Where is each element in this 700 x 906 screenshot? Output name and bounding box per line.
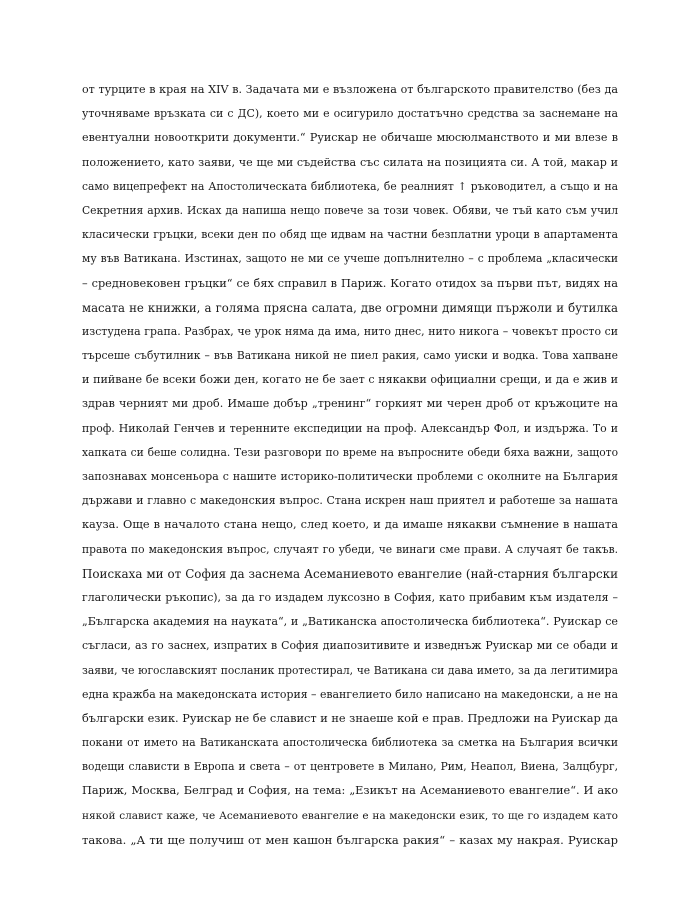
text-line: уточняваме връзката си с ДС), което ми е осигурило достатъчно средства за заснемане на <box>82 107 618 121</box>
text-line: една кражба на македонската история – евангелието било написано на македонски, а не на <box>82 687 618 701</box>
text-line: и пийване бе всеки божи ден, когато не бе зает с някакви официални срещи, и да е жив и <box>82 373 618 387</box>
text-line: здрав черният ми дроб. Имаше добър „тренинг“ горкият ми черен дроб от кръжоците на <box>82 397 618 411</box>
text-line: съгласи, аз го заснех, изпратих в София диапозитивите и изведнъж Руискар ми се обади и <box>82 639 618 653</box>
text-line: Поискаха ми от София да заснема Асеманиевото евангелие (най-старния български <box>82 566 618 581</box>
text-line: – средновековен гръцки“ се бях справил в Париж. Когато отидох за първи път, видях на <box>82 276 618 290</box>
text-line: български език. Руискар не бе славист и не знаеше кой е прав. Предложи на Руискар да <box>82 711 618 725</box>
text-line: запознавах монсеньора с нашите историко-политически проблеми с околните на България <box>82 470 618 483</box>
text-line: хапката си беше солидна. Тези разговори по време на въпросните обеди бяха важни, защото <box>82 445 618 459</box>
text-line: Секретния архив. Исках да напиша нещо повече за този човек. Обяви, че тъй като съм учил <box>82 203 618 217</box>
text-line: изстудена грапа. Разбрах, че урок няма да има, нито днес, нито никога – човекът просто си <box>82 324 618 338</box>
text-line: Париж, Москва, Белград и София, на тема: „Езикът на Асеманиевото евангелие“. И ако <box>82 784 618 798</box>
text-line: такова. „А ти ще получиш от мен кашон българска ракия“ – казах му накрая. Руискар <box>82 832 618 847</box>
text-line: от турците в края на XIV в. Задачата ми е възложена от българското правителство (без да <box>82 83 618 96</box>
text-line: покани от името на Ватиканската апостолическа библиотека за сметка на България всички <box>82 736 618 750</box>
text-line: „Българска академия на науката“, и „Ватиканска апостолическа библиотека“. Руискар се <box>82 615 618 629</box>
text-line: евентуални новооткрити документи.“ Руискар не обичаше мюсюлманството и ми влезе в <box>82 131 618 145</box>
text-line: му във Ватикана. Изстинах, защото не ми се учеше допълнително – с проблема „класически <box>82 252 618 266</box>
text-line: глаголически ръкопис), за да го издадем луксозно в София, като прибавим към издателя – <box>82 590 618 604</box>
text-line: правота по македонския въпрос, случаят го убеди, че винаги сме прави. А случаят бе такъв. <box>82 542 618 556</box>
text-line: класически гръцки, всеки ден по обяд ще идвам на частни безплатни уроци в апартамента <box>82 228 618 242</box>
text-line: водещи слависти в Европа и света – от центровете в Милано, Рим, Неапол, Виена, Залцбург, <box>82 760 618 774</box>
text-line: държави и главно с македонския въпрос. Стана искрен наш приятел и работеше за нашата <box>82 494 618 508</box>
text-line: заяви, че югославският посланик протестирал, че Ватикана си дава името, за да легитимира <box>82 663 618 677</box>
text-line: някой славист каже, че Асеманиевото евангелие е на македонски език, то ще го издадем като <box>82 809 618 822</box>
text-line: положението, като заяви, че ще ми съдейства със силата на позицията си. А той, макар и <box>82 155 618 169</box>
text-line: кауза. Още в началото стана нещо, след което, и да имаше някакви съмнение в нашата <box>82 518 618 532</box>
text-line: масата не книжки, а голяма прясна салата, две огромни димящи пържоли и бутилка <box>82 300 618 315</box>
text-line: проф. Николай Генчев и теренните експедиции на проф. Александър Фол, и издържа. То и <box>82 421 618 435</box>
body-text <box>82 78 618 852</box>
text-line: търсеше събутилник – във Ватикана никой не пиел ракия, само уиски и водка. Това хапване <box>82 349 618 363</box>
text-line: само вицепрефект на Апостолическата библиотека, бе реалният ↑ ръководител, а също и на <box>82 179 618 193</box>
